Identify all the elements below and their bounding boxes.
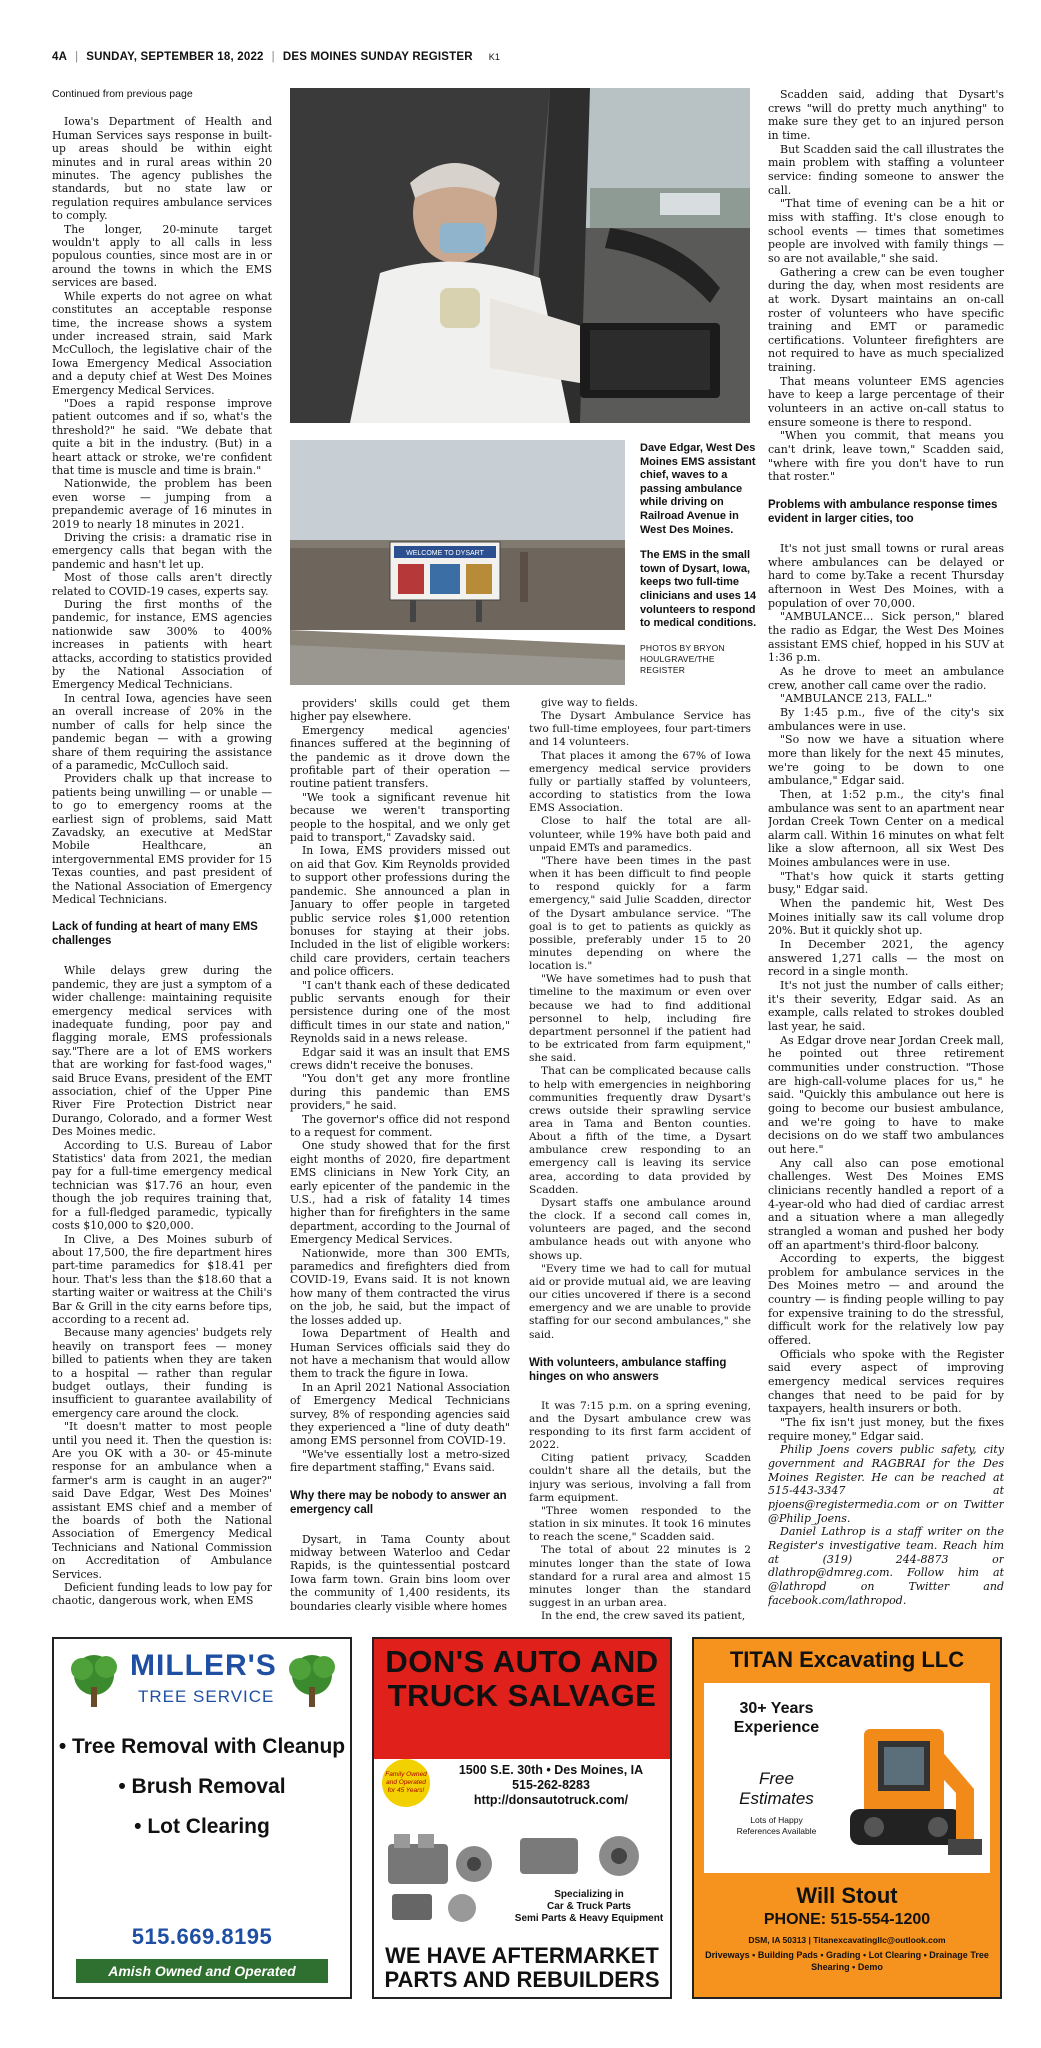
paragraph: "That's how quick it starts getting busy," Edgar said. bbox=[768, 869, 1004, 897]
paragraph: Scadden said, adding that Dysart's crews "will do pretty much anything" to make sure they get to an injured person in time. bbox=[768, 88, 1004, 142]
paragraph: Deficient funding leads to low pay for chaotic, dangerous work, when EMS bbox=[52, 1581, 272, 1608]
paragraph: In Clive, a Des Moines suburb of about 17,500, the fire department hires part-time paramedics for $18.41 per hour. That's less than the $18.60 that a starting waiter or waitress at the Chili's Bar & Grill in the city earns before tips, according to a recent ad. bbox=[52, 1232, 272, 1326]
ad-tagline: Amish Owned and Operated bbox=[76, 1959, 328, 1983]
paragraph: The governor's office did not respond to a request for comment. bbox=[290, 1112, 510, 1139]
photo-dysart-sign bbox=[290, 440, 625, 685]
paragraph: "That time of evening can be a hit or miss with staffing. It's close enough to school events — times that sometimes people are involved with family things — so are not available," she said. bbox=[768, 197, 1004, 265]
experience-text bbox=[714, 1699, 839, 1737]
ad-subtitle: TREE SERVICE bbox=[138, 1687, 275, 1706]
paragraph: Nationwide, the problem has been even worse — jumping from a prepandemic average of 16 minutes in 2019 to nearly 18 minutes in 2021. bbox=[52, 477, 272, 531]
paragraph: As Edgar drove near Jordan Creek mall, he pointed out three retirement communities under construction. "Those are high-call-volume places for us," he said. "Quickly this ambulance out here is going to become our busiest ambulance, and we're going to have to make decisions on do we staff two ambulances out here." bbox=[768, 1033, 1004, 1156]
service-item: • Tree Removal with Cleanup bbox=[58, 1735, 346, 1758]
spec-line: Specializing in bbox=[554, 1889, 624, 1900]
ad-title: MILLER'S bbox=[130, 1649, 277, 1682]
paragraph: In an April 2021 National Association of Emergency Medical Technicians survey, 8% of responding agencies said they experienced a "line of duty death" among EMS personnel from COVID-19. bbox=[290, 1380, 510, 1448]
ad-title bbox=[374, 1645, 670, 1713]
ad-phone[interactable]: PHONE: 515-554-1200 bbox=[763, 1911, 931, 1928]
paragraph: In December 2021, the agency answered 1,271 calls — the most on record in a single month. bbox=[768, 938, 1004, 979]
ad-email[interactable]: DSM, IA 50313 | Titanexcavatingllc@outlook.com bbox=[748, 1935, 946, 1945]
paragraph: But Scadden said the call illustrates the main problem with staffing a volunteer service: finding someone to answer the call. bbox=[768, 142, 1004, 197]
references-text bbox=[714, 1815, 839, 1837]
paragraph: "When you commit, that means you can't drink, leave town," Scadden said, "where with fire you don't have to run that roster." bbox=[768, 429, 1004, 484]
paragraph: During the first months of the pandemic, for instance, EMS agencies nationwide saw 300% to 400% increases in patients with heart attacks, according to statistics provided by the National Association of Emergency Medical Technicians. bbox=[52, 598, 272, 692]
paragraph: The total of about 22 minutes is 2 minutes longer than the state of Iowa standard for a rural area and almost 15 minutes longer than the standard suggest in an urban area. bbox=[529, 1544, 751, 1609]
paragraph: "AMBULANCE... Sick person," blared the radio as Edgar, the West Des Moines assistant EMS chief, hopped in his SUV at 1:36 p.m. bbox=[768, 610, 1004, 665]
paragraph: "There have been times in the past when it has been difficult to find people to respond quickly for a farm emergency," said Julie Scadden, director of the Dysart ambulance service. "The goal is to get to patients as quickly as possible, preferably under 15 to 20 minutes depending on where the location is." bbox=[529, 854, 751, 973]
paragraph: Edgar said it was an insult that EMS crews didn't receive the bonuses. bbox=[290, 1045, 510, 1072]
slogan-line: PARTS AND REBUILDERS bbox=[384, 1967, 660, 1992]
paragraph: Because many agencies' budgets rely heavily on transport fees — money billed to patients when they are taken to a hospital — rather than regular budget outlays, their funding is insufficient to guarantee availability of emergency care around the clock. bbox=[52, 1326, 272, 1420]
years-line: 30+ Years bbox=[739, 1700, 814, 1717]
ad-title: TITAN Excavating LLC bbox=[729, 1647, 965, 1672]
paragraph: "Three women responded to the station in six minutes. It took 16 minutes to reach the scene," Scadden said. bbox=[529, 1504, 751, 1544]
paragraph: By 1:45 p.m., five of the city's six ambulances were in use. bbox=[768, 705, 1004, 733]
paragraph: Close to half the total are all-volunteer, while 19% have both paid and unpaid EMTs and paramedics. bbox=[529, 815, 751, 854]
paragraph: "We have sometimes had to push that timeline to the maximum or even over because we had to find additional personnel to help, including fire department personnel if the patient had to be extricated from farm equipment," she said. bbox=[529, 973, 751, 1065]
paragraph: In the end, the crew saved its patient, bbox=[541, 1610, 746, 1623]
service-item: • Lot Clearing bbox=[134, 1815, 270, 1838]
paragraph: Any call also can pose emotional challenges. West Des Moines EMS clinicians recently handled a report of a 4-year-old who had died of cardiac arrest and a situation where a man allegedly strangled a woman and pushed her body off an apartment's third-floor balcony. bbox=[768, 1156, 1004, 1252]
issue-date: SUNDAY, SEPTEMBER 18, 2022 bbox=[86, 51, 264, 63]
website-link[interactable]: http://donsautotruck.com/ bbox=[473, 1793, 629, 1807]
ad-specialty bbox=[509, 1889, 669, 1925]
services-list: Driveways • Building Pads • Grading • Lot Clearing • Drainage Tree Shearing • Demo bbox=[705, 1950, 989, 1972]
paragraph: When the pandemic hit, West Des Moines initially saw its call volume drop 20%. But it quickly shot up. bbox=[768, 897, 1004, 938]
paragraph: "We took a significant revenue hit because we weren't transporting people to the hospital, and we only get paid to transport," Zavadsky said. bbox=[290, 790, 510, 845]
paragraph: Driving the crisis: a dramatic rise in emergency calls that began with the pandemic and hasn't let up. bbox=[52, 531, 272, 571]
paragraph: Iowa Department of Health and Human Services officials said they do not have a mechanism that would allow them to track the figure in Iowa. bbox=[290, 1327, 510, 1381]
separator: | bbox=[75, 51, 79, 63]
paragraph: providers' skills could get them higher pay elsewhere. bbox=[290, 697, 510, 724]
paragraph: "So now we have a situation where more than likely for the next 45 minutes, we're going to be down to one ambulance," Edgar said. bbox=[768, 733, 1004, 788]
paragraph: Iowa's Department of Health and Human Services says response in built-up areas should be within eight minutes and in rural areas within 20 minutes. The agency publishes the standards, but no state law or regulation requires ambulance services to comply. bbox=[52, 115, 272, 223]
paragraph: It was 7:15 p.m. on a spring evening, and the Dysart ambulance crew was responding to its first farm accident of 2022. bbox=[529, 1399, 751, 1452]
paragraph: "We've essentially lost a metro-sized fire department staffing," Evans said. bbox=[290, 1447, 510, 1475]
paragraph: "You don't get any more frontline during this pandemic than EMS providers," he said. bbox=[290, 1072, 510, 1113]
phone-line[interactable]: 515-262-8283 bbox=[512, 1778, 590, 1792]
photo-driving-image bbox=[290, 88, 750, 423]
ad-dons-auto-salvage[interactable] bbox=[372, 1637, 672, 1999]
engine-parts-icon bbox=[382, 1824, 502, 1932]
ad-white-panel bbox=[704, 1683, 990, 1873]
years-line: Experience bbox=[733, 1719, 820, 1736]
paragraph: "AMBULANCE 213, FALL." bbox=[780, 692, 933, 706]
paragraph: Officials who spoke with the Register said every aspect of improving emergency medical services requires changes that need to be paid for by taxpayers, health insurers or both. bbox=[768, 1347, 1004, 1416]
paragraph: As he drove to meet an ambulance crew, another call came over the radio. bbox=[768, 664, 1004, 692]
paragraph: Citing patient privacy, Scadden couldn't share all the details, but the injury was serious, involving a fall from farm equipment. bbox=[529, 1452, 751, 1504]
paragraph: While delays grew during the pandemic, they are just a symptom of a wider challenge: maintaining requisite emergency medical services with inadequate funding, poor pay and flagging morale, EMS professionals say."There are a lot of EMS workers that are working for fast-food wages," said Bruce Evans, president of the EMT association, chief of the Upper Pine River Fire Protection District near Durango, Colorado, and a former West Des Moines medic. bbox=[52, 964, 272, 1139]
subhead: Problems with ambulance response times evident in larger cities, too bbox=[768, 499, 998, 526]
paragraph: In Iowa, EMS providers missed out on aid that Gov. Kim Reynolds provided to support other professions during the pandemic. She announced a plan in January to offer people in targeted public service roles $1,000 retention bonuses for staying at their jobs. Included in the list of eligible workers: child care providers, certain teachers and police officers. bbox=[290, 844, 510, 979]
ad-title-line-2: TRUCK SALVAGE bbox=[387, 1678, 657, 1713]
paragraph: In central Iowa, agencies have seen an overall increase of 20% in the number of calls for help since the pandemic began — with a growing share of them requiring the assistance of a paramedic, McCulloch said. bbox=[52, 691, 272, 772]
photo-dysart-image bbox=[290, 440, 625, 685]
subhead: Lack of funding at heart of many EMS challenges bbox=[52, 921, 258, 948]
ad-address bbox=[436, 1763, 666, 1808]
page-number: 4A bbox=[52, 51, 68, 63]
address-line: 1500 S.E. 30th • Des Moines, IA bbox=[458, 1763, 644, 1777]
paragraph: The longer, 20-minute target wouldn't apply to all calls in less populous counties, since most are in or around the towns in which the EMS services are based. bbox=[52, 222, 272, 290]
paragraph: Philip Joens covers public safety, city government and RAGBRAI for the Des Moines Register. He can be reached at 515-443-3347 at pjoens@registermedia.com or on Twitter @Philip_Joens. bbox=[768, 1443, 1004, 1525]
masthead bbox=[52, 48, 1002, 66]
contact-name: Will Stout bbox=[796, 1883, 898, 1908]
paragraph: "The fix isn't just money, but the fixes require money," Edgar said. bbox=[768, 1416, 1004, 1443]
skid-steer-icon bbox=[844, 1689, 984, 1869]
free-line: Free bbox=[759, 1769, 794, 1788]
paragraph: Emergency medical agencies' finances suffered at the beginning of the pandemic as it drove down the profitable part of their operation — routine patient transfers. bbox=[290, 723, 510, 791]
paragraph: give way to fields. bbox=[541, 697, 638, 709]
subhead: Why there may be nobody to answer an emergency call bbox=[290, 1489, 507, 1516]
paragraph: According to U.S. Bureau of Labor Statistics' data from 2021, the median pay for a full-time emergency medical technician was $17.76 an hour, even though the job requires training that, for a full-fledged paramedic, typically costs $10,000 to $20,000. bbox=[52, 1138, 272, 1233]
paragraph: While experts do not agree on what constitutes an acceptable response time, the increase shows a system under increased strain, said Mark McCulloch, the legislative chair of the Iowa Emergency Medical Association and a deputy chief at West Des Moines Emergency Medical Services. bbox=[52, 289, 272, 397]
sign-text: WELCOME TO DYSART bbox=[406, 550, 484, 557]
article-column-1 bbox=[52, 88, 272, 1633]
photo-caption bbox=[640, 442, 760, 676]
truck-parts-icon bbox=[514, 1824, 664, 1884]
family-owned-badge: Family Owned and Operated for 45 Years! bbox=[382, 1759, 430, 1807]
paragraph: According to experts, the biggest problem for ambulance services in the Des Moines metro — and around the country — is finding people willing to pay for expensive training to do the stressful, difficult work for the relatively low pay offered. bbox=[768, 1252, 1004, 1348]
article-column-2 bbox=[290, 697, 510, 1633]
paragraph: That can be complicated because calls to help with emergencies in neighboring communities frequently draw Dysart's crews outside their sprawling service area in Tama and Benton counties. About a fifth of the time, a Dysart ambulance crew responding to an emergency call is leaving its service area, according to data provided by Scadden. bbox=[529, 1065, 751, 1196]
paragraph: The Dysart Ambulance Service has two full-time employees, four part-timers and 14 volunteers. bbox=[529, 710, 751, 749]
free-line: Estimates bbox=[739, 1789, 814, 1808]
caption-1: Dave Edgar, West Des Moines EMS assistant chief, waves to a passing ambulance while driving on Railroad Avenue in West Des Moines. bbox=[640, 442, 756, 536]
paragraph: It's not just the number of calls either; it's their severity, Edgar said. As an example, calls related to strokes doubled last year, he said. bbox=[768, 979, 1004, 1033]
photo-credit: PHOTOS BY BRYON HOULGRAVE/THE REGISTER bbox=[640, 642, 725, 675]
paper-name: DES MOINES SUNDAY REGISTER bbox=[282, 51, 473, 63]
paragraph: It's not just small towns or rural areas where ambulances can be delayed or hard to come by.Take a recent Thursday afternoon in West Des Moines, with a population of over 70,000. bbox=[768, 542, 1004, 610]
service-list bbox=[54, 1735, 350, 1855]
separator: | bbox=[271, 51, 275, 63]
spec-line: Car & Truck Parts bbox=[547, 1901, 631, 1912]
ad-title-line-1: DON'S AUTO AND bbox=[385, 1644, 659, 1679]
paragraph: Dysart staffs one ambulance around the clock. If a second call comes in, volunteers are paged, and the second ambulance heads out with anyone who shows up. bbox=[529, 1196, 751, 1262]
paragraph: That places it among the 67% of Iowa emergency medical service providers fully or partially staffed by volunteers, according to statistics from the Iowa EMS Association. bbox=[529, 749, 751, 815]
photo-driving bbox=[290, 88, 750, 423]
paragraph: Nationwide, more than 300 EMTs, paramedics and firefighters died from COVID-19, Evans said. It is not known how many of them contracted the virus on the job, he said, but the impact of the losses added up. bbox=[290, 1246, 510, 1327]
subhead: With volunteers, ambulance staffing hinges on who answers bbox=[529, 1356, 727, 1383]
spec-line: Semi Parts & Heavy Equipment bbox=[514, 1913, 664, 1924]
edition: K1 bbox=[488, 52, 501, 62]
service-item: • Brush Removal bbox=[118, 1775, 286, 1798]
ref-line: References Available bbox=[736, 1826, 817, 1836]
paragraph: "I can't thank each of these dedicated public servants enough for their persistence during one of the most difficult times in our state and nation," Reynolds said in a news release. bbox=[290, 978, 510, 1046]
paragraph: Then, at 1:52 p.m., the city's final ambulance was sent to an apartment near Jordan Creek Town Center on a medical alarm call. Within 16 minutes on what felt like a slow afternoon, all six West Des Moines ambulances were in use. bbox=[768, 787, 1004, 870]
paragraph: "It doesn't matter to most people until you need it. Then the question is: Are you OK with a 30- or 45-minute response for an ambulance when a farmer's arm is caught in an auger?" said Dave Edgar, West Des Moines' assistant EMS chief and a member of the boards of both the National Association of Emergency Medical Technicians and National Commission on Accreditation of Ambulance Services. bbox=[52, 1420, 272, 1581]
paragraph: Most of those calls aren't directly related to COVID-19 cases, experts say. bbox=[52, 571, 272, 598]
ad-slogan bbox=[374, 1944, 670, 1992]
caption-2: The EMS in the small town of Dysart, Iowa, keeps two full-time clinicians and uses 14 volunteers to respond to medical conditions. bbox=[640, 549, 757, 630]
ref-line: Lots of Happy bbox=[750, 1815, 803, 1825]
ad-millers-tree-service[interactable] bbox=[52, 1637, 352, 1999]
paragraph: "Every time we had to call for mutual aid or provide mutual aid, we are leaving our cities uncovered if there is a second emergency and we are unable to provide staffing for our second ambulances," she said. bbox=[529, 1262, 751, 1341]
slogan-line: WE HAVE AFTERMARKET bbox=[385, 1943, 659, 1968]
paragraph: Providers chalk up that increase to patients being unwilling — or unable — to go to emergency rooms at the earliest sign of problems, said Matt Zavadsky, an executive at MedStar Mobile Healthcare, an intergovernmental EMS provider for 15 Texas counties, and past president of the National Association of Emergency Medical Technicians. bbox=[52, 772, 272, 906]
ad-phone[interactable]: 515.669.8195 bbox=[131, 1924, 273, 1949]
paragraph: "Does a rapid response improve patient outcomes and if so, what's the threshold?" he said. "We debate that quite a bit in the industry. (But) in a heart attack or stroke, we're confident that time is muscle and time is brain." bbox=[52, 396, 272, 477]
free-estimates bbox=[714, 1769, 839, 1809]
article-column-3 bbox=[529, 697, 751, 1633]
ad-titan-excavating[interactable] bbox=[692, 1637, 1002, 1999]
paragraph: Daniel Lathrop is a staff writer on the Register's investigative team. Reach him at (319) 244-8873 or dlathrop@dmreg.com. Follow him at @lathropd on Twitter and facebook.com/lathropod. bbox=[768, 1525, 1004, 1607]
article-column-4 bbox=[768, 88, 1004, 1633]
continued-note: Continued from previous page bbox=[52, 88, 193, 100]
paragraph: That means volunteer EMS agencies have to keep a large percentage of their volunteers in an active on-call status to ensure someone is there to respond. bbox=[768, 374, 1004, 429]
paragraph: Gathering a crew can be even tougher during the day, when most residents are at work. Dysart maintains an on-call roster of volunteers who have specific training and EMT or paramedic certifications. Volunteer firefighters are not required to have as much specialized training. bbox=[768, 265, 1004, 375]
paragraph: Dysart, in Tama County about midway between Waterloo and Cedar Rapids, is the quintessential postcard Iowa farm town. Grain bins loom over the community of 1,400 residents, its boundaries clearly visible where homes bbox=[290, 1532, 510, 1613]
paragraph: One study showed that for the first eight months of 2020, fire department EMS clinicians in New York City, an early epicenter of the pandemic in the U.S., had a risk of fatality 14 times higher than for firefighters in the same department, according to the Journal of Emergency Medical Services. bbox=[290, 1139, 510, 1247]
